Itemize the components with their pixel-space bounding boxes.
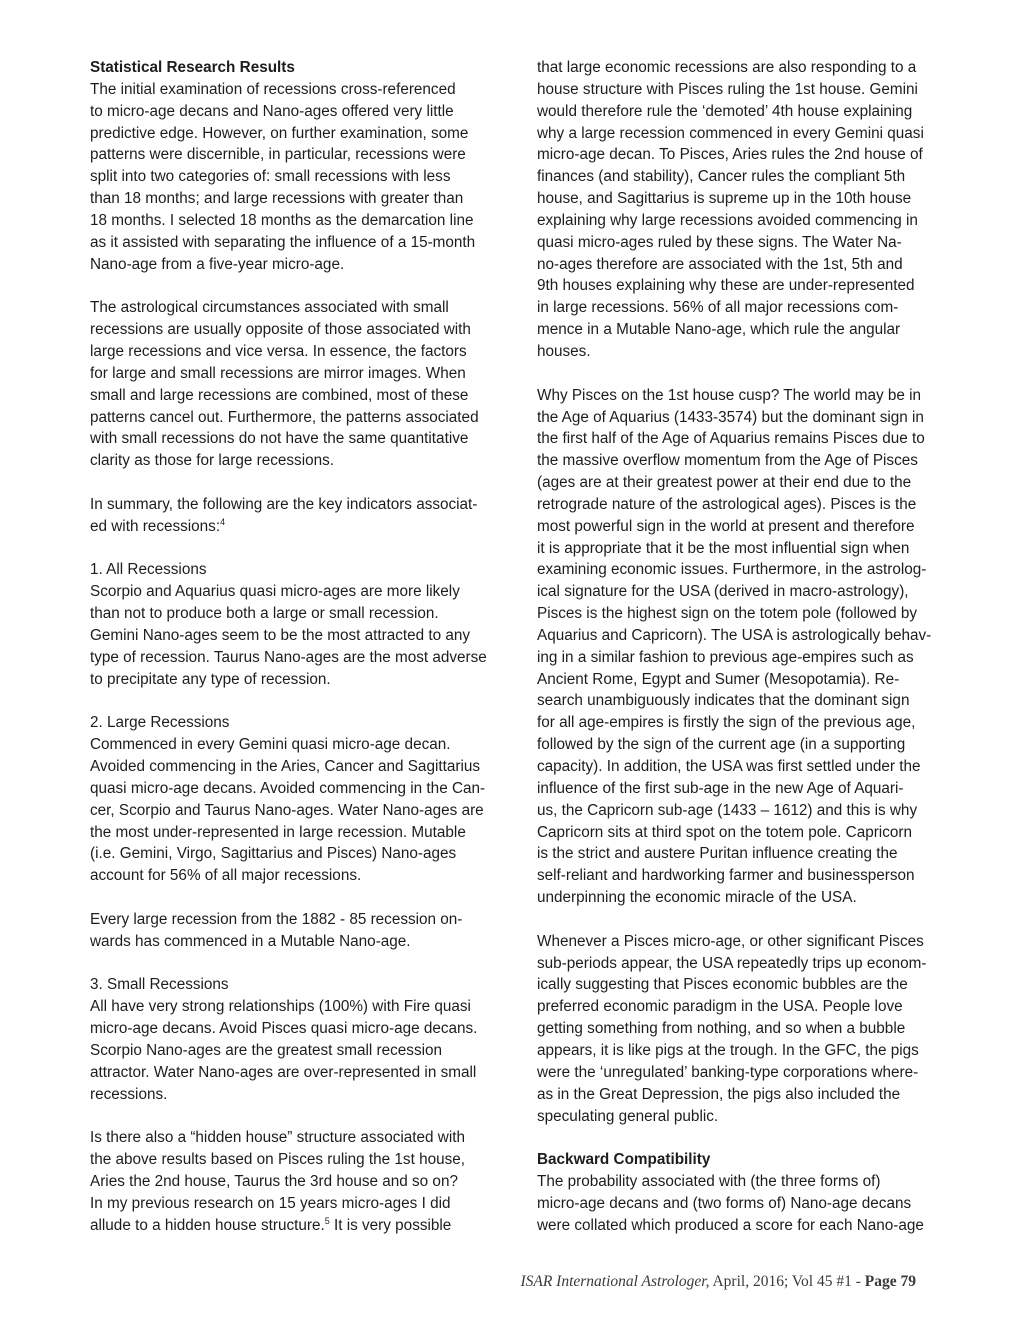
text-line (537, 538, 967, 560)
paragraph-break (90, 887, 522, 909)
line-text: allude to a hidden house structure. (90, 1216, 325, 1234)
text-line (90, 778, 522, 800)
footer-page-number: Page 79 (864, 1273, 916, 1290)
line-text: than 18 months; and large recessions with greater than (90, 190, 464, 208)
line-text: with small recessions do not have the same quantitative (90, 430, 469, 448)
text-line (537, 822, 967, 844)
text-line (537, 581, 967, 603)
line-text: Nano-age from a five-year micro-age. (90, 255, 345, 273)
line-text: type of recession. Taurus Nano-ages are the most adverse (90, 648, 487, 666)
line-text: small and large recessions are combined, most of these (90, 386, 469, 404)
text-line (90, 625, 522, 647)
line-text: is the strict and austere Puritan influence creating the (537, 845, 898, 863)
line-text: Ancient Rome, Egypt and Sumer (Mesopotamia). Re- (537, 670, 900, 688)
text-line (537, 625, 967, 647)
line-text: Scorpio and Aquarius quasi micro-ages are more likely (90, 583, 460, 601)
line-text: predictive edge. However, on further examination, some (90, 124, 469, 142)
line-text: getting something from nothing, and so when a bubble (537, 1020, 906, 1038)
text-line (537, 1215, 967, 1237)
line-text: micro-age decans. Avoid Pisces quasi micro-age decans. (90, 1020, 478, 1038)
text-line (537, 931, 967, 953)
text-line (90, 385, 522, 407)
paragraph-break (90, 1106, 522, 1128)
text-line (537, 865, 967, 887)
line-text: 3. Small Recessions (90, 976, 229, 994)
text-line (537, 843, 967, 865)
line-text: Pisces is the highest sign on the totem pole (followed by (537, 605, 918, 623)
text-line (537, 472, 967, 494)
text-line (537, 79, 967, 101)
line-text: cer, Scorpio and Taurus Nano-ages. Water Nano-ages are (90, 801, 484, 819)
line-text: clarity as those for large recessions. (90, 452, 335, 470)
line-text: The probability associated with (the three forms of) (537, 1173, 881, 1191)
line-text: quasi micro-age decans. Avoided commencing in the Can- (90, 779, 486, 797)
line-text: recessions are usually opposite of those associated with (90, 321, 471, 339)
line-text: sub-periods appear, the USA repeatedly trips up econom- (537, 954, 927, 972)
line-text: Commenced in every Gemini quasi micro-age decan. (90, 736, 451, 754)
line-text: 1. All Recessions (90, 561, 207, 579)
line-text: large recessions and vice versa. In essence, the factors (90, 342, 467, 360)
text-line (537, 319, 967, 341)
text-line (537, 1062, 967, 1084)
line-text: followed by the sign of the current age (in a supporting (537, 736, 906, 754)
line-text: were collated which produced a score for each Nano-age (537, 1216, 924, 1234)
line-text: for all age-empires is firstly the sign of the previous age, (537, 714, 916, 732)
text-line (90, 123, 522, 145)
line-text: capacity). In addition, the USA was first settled under the (537, 758, 921, 775)
line-text: ical signature for the USA (derived in macro-astrology), (537, 583, 909, 601)
line-text: to precipitate any type of recession. (90, 670, 331, 688)
text-line (537, 144, 967, 166)
line-text: attractor. Water Nano-ages are over-represented in small (90, 1063, 477, 1081)
text-line (90, 188, 522, 210)
text-line (537, 275, 967, 297)
paragraph-break (90, 538, 522, 560)
line-text: the massive overflow momentum from the Age of Pisces (537, 452, 918, 470)
line-text: self-reliant and hardworking farmer and businessperson (537, 867, 915, 885)
text-line (537, 516, 967, 538)
footer-issue: April, 2016; Vol 45 #1 - (709, 1273, 865, 1290)
line-text: ed with recessions: (90, 517, 221, 535)
paragraph-break (90, 275, 522, 297)
line-text: (ages are at their greatest power at their end due to the (537, 474, 912, 492)
footnote-marker: 5 (324, 1215, 330, 1226)
line-text: In my previous research on 15 years micro-ages I did (90, 1194, 451, 1212)
text-line (537, 756, 967, 778)
line-text: appears, it is like pigs at the trough. In the GFC, the pigs (537, 1041, 919, 1059)
line-text: were the ‘unregulated’ banking-type corporations where- (537, 1063, 919, 1081)
text-line (90, 1215, 522, 1237)
text-line (90, 756, 522, 778)
line-text: would therefore rule the ‘demoted’ 4th house explaining (537, 102, 913, 120)
line-text: most powerful sign in the world at present and therefore (537, 517, 915, 535)
text-line (537, 166, 967, 188)
text-line (537, 123, 967, 145)
line-text: for large and small recessions are mirror images. When (90, 364, 466, 382)
text-line (537, 690, 967, 712)
line-text: Avoided commencing in the Aries, Cancer and Sagittarius (90, 758, 481, 775)
line-text: patterns were discernible, in particular, recessions were (90, 146, 466, 164)
line-text: wards has commenced in a Mutable Nano-age. (90, 932, 411, 950)
line-text: ically suggesting that Pisces economic bubbles are the (537, 976, 908, 994)
text-line (537, 1084, 967, 1106)
line-text: split into two categories of: small recessions with less (90, 168, 451, 186)
line-text: Whenever a Pisces micro-age, or other significant Pisces (537, 932, 924, 950)
text-line (90, 974, 522, 996)
text-line (90, 996, 522, 1018)
text-line (537, 800, 967, 822)
text-line (90, 712, 522, 734)
line-text: as in the Great Depression, the pigs also included the (537, 1085, 901, 1103)
text-line (90, 254, 522, 276)
text-line (90, 800, 522, 822)
text-line (90, 603, 522, 625)
line-text: preferred economic paradigm in the USA. People love (537, 998, 903, 1016)
text-line (537, 1040, 967, 1062)
text-line (537, 1106, 967, 1128)
text-line (90, 101, 522, 123)
line-text: (i.e. Gemini, Virgo, Sagittarius and Pisces) Nano-ages (90, 845, 457, 863)
text-line (90, 909, 522, 931)
text-line (90, 1040, 522, 1062)
footnote-marker: 4 (220, 516, 226, 527)
line-text: retrograde nature of the astrological ages). Pisces is the (537, 495, 917, 513)
text-line (537, 603, 967, 625)
line-text: account for 56% of all major recessions. (90, 867, 362, 885)
line-text: Backward Compatibility (537, 1151, 711, 1169)
text-line (537, 428, 967, 450)
text-line (90, 232, 522, 254)
text-line (90, 1018, 522, 1040)
text-line (90, 450, 522, 472)
line-text: the first half of the Age of Aquarius remains Pisces due to (537, 430, 925, 448)
line-text: why a large recession commenced in every Gemini quasi (537, 124, 924, 142)
text-line (537, 669, 967, 691)
text-line (537, 341, 967, 363)
line-text: 18 months. I selected 18 months as the demarcation line (90, 211, 474, 229)
line-text: influence of the first sub-age in the new Age of Aquari- (537, 779, 904, 797)
line-text: ing in a similar fashion to previous age-empires such as (537, 648, 914, 666)
line-text: In summary, the following are the key indicators associat- (90, 495, 478, 513)
text-line (90, 210, 522, 232)
text-line (537, 101, 967, 123)
line-text: All have very strong relationships (100%) with Fire quasi (90, 998, 471, 1016)
line-text: that large economic recessions are also responding to a (537, 59, 917, 76)
text-line (90, 494, 522, 516)
text-line (90, 734, 522, 756)
line-text: us, the Capricorn sub-age (1433 – 1612) and this is why (537, 801, 918, 819)
text-line (90, 1193, 522, 1215)
line-text: houses. (537, 342, 591, 360)
line-text: than not to produce both a large or small recession. (90, 605, 439, 623)
section-heading (90, 57, 522, 79)
paragraph-break (90, 690, 522, 712)
page-footer (520, 1273, 916, 1291)
line-text: micro-age decan. To Pisces, Aries rules the 2nd house of (537, 146, 923, 164)
text-line (537, 559, 967, 581)
line-text: Scorpio Nano-ages are the greatest small recession (90, 1041, 443, 1059)
left-column (90, 57, 522, 1237)
line-text: underpinning the economic miracle of the USA. (537, 889, 857, 907)
text-line (90, 1171, 522, 1193)
right-column (537, 57, 967, 1237)
text-line (537, 734, 967, 756)
line-text: The astrological circumstances associated with small (90, 299, 449, 317)
line-text: house, and Sagittarius is supreme up in the 10th house (537, 190, 912, 208)
text-line (90, 843, 522, 865)
line-text: as it assisted with separating the influence of a 15-month (90, 233, 476, 251)
text-line (537, 297, 967, 319)
text-line (537, 188, 967, 210)
text-line (537, 254, 967, 276)
line-text: recessions. (90, 1085, 168, 1103)
line-text: 9th houses explaining why these are under-represented (537, 277, 915, 295)
text-line (537, 1171, 967, 1193)
line-text: Capricorn sits at third spot on the totem pole. Capricorn (537, 823, 912, 841)
text-line (537, 647, 967, 669)
paragraph-break (90, 472, 522, 494)
text-line (537, 996, 967, 1018)
line-text: quasi micro-ages ruled by these signs. The Water Na- (537, 233, 902, 251)
text-line (90, 865, 522, 887)
text-line (537, 953, 967, 975)
text-line (90, 581, 522, 603)
line-text: speculating general public. (537, 1107, 719, 1125)
line-text: mence in a Mutable Nano-age, which rule the angular (537, 321, 901, 339)
text-line (537, 778, 967, 800)
line-text: Statistical Research Results (90, 59, 295, 76)
paragraph-break (537, 1127, 967, 1149)
paragraph-break (537, 363, 967, 385)
line-text: house structure with Pisces ruling the 1st house. Gemini (537, 80, 918, 98)
line-text: Gemini Nano-ages seem to be the most attracted to any (90, 626, 471, 644)
text-line (90, 931, 522, 953)
text-line (90, 144, 522, 166)
text-line (90, 1149, 522, 1171)
text-line (537, 232, 967, 254)
line-text: Every large recession from the 1882 - 85 recession on- (90, 910, 463, 928)
paragraph-break (537, 909, 967, 931)
text-line (90, 363, 522, 385)
line-text: in large recessions. 56% of all major recessions com- (537, 299, 899, 317)
line-text: no-ages therefore are associated with the 1st, 5th and (537, 255, 903, 273)
text-line (90, 647, 522, 669)
paragraph-break (90, 953, 522, 975)
line-text: Aquarius and Capricorn). The USA is astrologically behav- (537, 626, 932, 644)
text-line (537, 385, 967, 407)
text-line (90, 79, 522, 101)
text-line (90, 428, 522, 450)
text-line (537, 210, 967, 232)
footer-publication: ISAR International Astrologer, (520, 1273, 710, 1290)
line-text: the above results based on Pisces ruling the 1st house, (90, 1151, 466, 1169)
line-text: patterns cancel out. Furthermore, the patterns associated (90, 408, 479, 426)
line-text: the most under-represented in large recession. Mutable (90, 823, 466, 841)
text-line (90, 166, 522, 188)
line-text: 2. Large Recessions (90, 714, 230, 732)
line-text: examining economic issues. Furthermore, in the astrolog- (537, 561, 927, 579)
text-line (90, 822, 522, 844)
line-text: the Age of Aquarius (1433-3574) but the dominant sign in (537, 408, 924, 426)
text-line (537, 974, 967, 996)
line-text: Is there also a “hidden house” structure associated with (90, 1129, 465, 1147)
text-line (537, 712, 967, 734)
text-line (90, 559, 522, 581)
text-line (537, 57, 967, 79)
line-text: it is appropriate that it be the most influential sign when (537, 539, 910, 557)
text-line (90, 669, 522, 691)
line-text: The initial examination of recessions cross-referenced (90, 80, 456, 98)
text-line (90, 341, 522, 363)
text-line (90, 1084, 522, 1106)
section-heading (537, 1149, 967, 1171)
line-text: finances (and stability), Cancer rules the compliant 5th (537, 168, 906, 186)
text-line (90, 1127, 522, 1149)
text-line (90, 1062, 522, 1084)
line-text: explaining why large recessions avoided commencing in (537, 211, 918, 229)
line-text: to micro-age decans and Nano-ages offered very little (90, 102, 454, 120)
line-text: search unambiguously indicates that the dominant sign (537, 692, 910, 710)
text-line (537, 407, 967, 429)
text-line (90, 319, 522, 341)
line-text: Aries the 2nd house, Taurus the 3rd house and so on? (90, 1173, 458, 1191)
text-line (537, 450, 967, 472)
line-text-continued: It is very possible (329, 1216, 452, 1234)
text-line (90, 516, 522, 538)
text-line (537, 1018, 967, 1040)
text-line (90, 407, 522, 429)
line-text: Why Pisces on the 1st house cusp? The world may be in (537, 386, 922, 404)
text-line (90, 297, 522, 319)
text-line (537, 1193, 967, 1215)
text-line (537, 887, 967, 909)
line-text: micro-age decans and (two forms of) Nano-age decans (537, 1194, 912, 1212)
text-line (537, 494, 967, 516)
